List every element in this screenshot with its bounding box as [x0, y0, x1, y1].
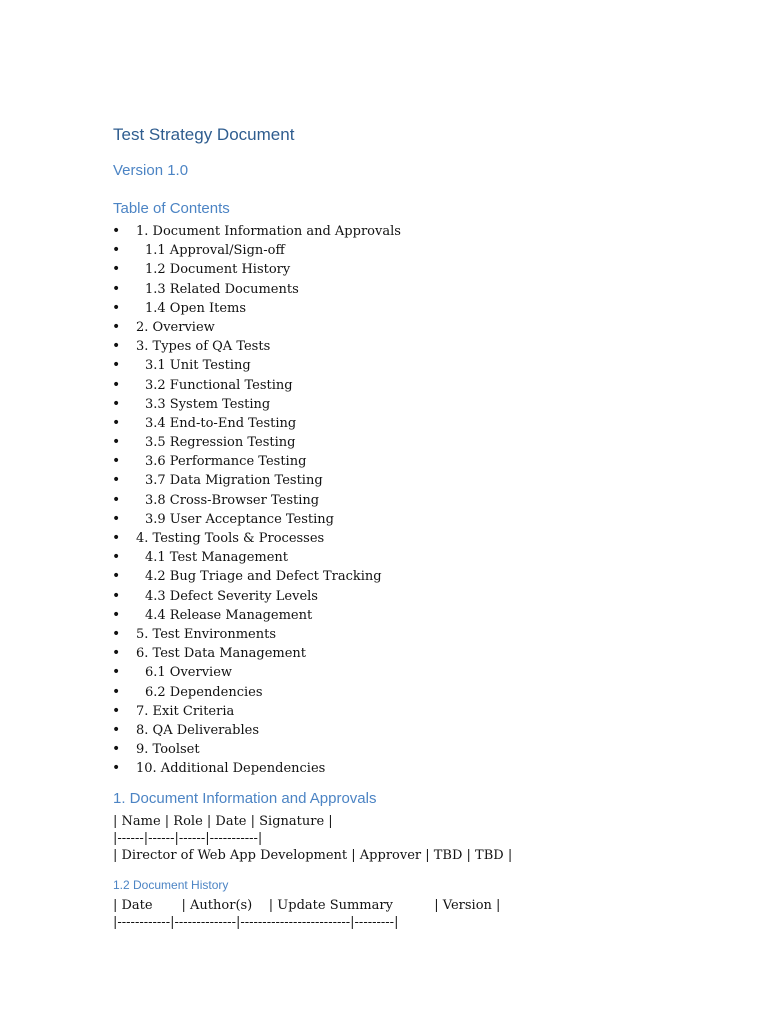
toc-item-label: 9. Toolset: [136, 742, 200, 758]
toc-item[interactable]: [112, 663, 712, 682]
bullet-icon: •: [112, 223, 121, 239]
toc-item-label: 1.3 Related Documents: [145, 281, 299, 297]
toc-item-label: 6.1 Overview: [145, 665, 233, 681]
bullet-icon: •: [112, 587, 121, 604]
toc-item-label: 3.8 Cross-Browser Testing: [145, 492, 320, 508]
toc-item-label: 1.1 Approval/Sign-off: [145, 243, 285, 259]
history-table-separator: |------------|--------------|-------------------------|---------|: [113, 915, 399, 930]
toc-item[interactable]: [112, 280, 712, 299]
toc-item-label: 3.9 User Acceptance Testing: [145, 511, 334, 527]
toc-item[interactable]: [112, 683, 712, 702]
toc-item-label: 4.3 Defect Severity Levels: [145, 588, 318, 604]
toc-item-label: 10. Additional Dependencies: [136, 761, 326, 777]
bullet-icon: •: [112, 625, 121, 642]
toc-item[interactable]: [112, 414, 712, 433]
bullet-icon: •: [112, 453, 121, 470]
approvals-table-separator: |------|------|------|-----------|: [113, 831, 263, 846]
toc-item[interactable]: [112, 606, 712, 625]
toc-item-label: 4.4 Release Management: [145, 607, 313, 623]
toc-item[interactable]: [112, 337, 712, 356]
toc-item[interactable]: [112, 625, 712, 644]
bullet-icon: •: [112, 318, 121, 335]
bullet-icon: •: [112, 261, 121, 278]
toc-item[interactable]: [112, 260, 712, 279]
toc-item-label: 3.5 Regression Testing: [145, 435, 296, 451]
bullet-icon: •: [112, 357, 121, 374]
toc-item-label: 5. Test Environments: [136, 626, 276, 642]
toc-item[interactable]: [112, 299, 712, 318]
document-title: Test Strategy Document: [113, 125, 295, 144]
toc-item[interactable]: [112, 587, 712, 606]
approvals-table-header: | Name | Role | Date | Signature |: [113, 814, 333, 829]
toc-item-label: 3.6 Performance Testing: [145, 454, 307, 470]
bullet-icon: •: [112, 721, 121, 738]
toc-item-label: 7. Exit Criteria: [136, 703, 235, 719]
toc-item-label: 6.2 Dependencies: [145, 684, 263, 700]
bullet-icon: •: [112, 568, 121, 585]
toc-item-label: 3.2 Functional Testing: [145, 377, 293, 393]
toc-item-label: 6. Test Data Management: [136, 646, 307, 662]
toc-item-label: 3.3 System Testing: [145, 396, 271, 412]
toc-item[interactable]: [112, 376, 712, 395]
bullet-icon: •: [112, 741, 121, 758]
history-table-header: | Date | Author(s) | Update Summary | Version |: [113, 898, 501, 913]
bullet-icon: •: [112, 491, 121, 508]
toc-item[interactable]: [112, 241, 712, 260]
bullet-icon: •: [112, 299, 121, 316]
bullet-icon: •: [112, 664, 121, 681]
toc-heading: Table of Contents: [113, 200, 230, 217]
bullet-icon: •: [112, 606, 121, 623]
toc-item[interactable]: [112, 567, 712, 586]
bullet-icon: •: [112, 472, 121, 489]
bullet-icon: •: [112, 702, 121, 719]
toc-item-label: 2. Overview: [136, 319, 215, 335]
bullet-icon: •: [112, 280, 121, 297]
toc-item-label: 3.7 Data Migration Testing: [145, 473, 323, 489]
toc-item[interactable]: [112, 491, 712, 510]
toc-item[interactable]: [112, 471, 712, 490]
toc-item[interactable]: [112, 222, 712, 241]
bullet-icon: •: [112, 549, 121, 566]
table-of-contents: [112, 222, 712, 778]
bullet-icon: •: [112, 510, 121, 527]
bullet-icon: •: [112, 242, 121, 259]
bullet-icon: •: [112, 645, 121, 662]
toc-item[interactable]: [112, 433, 712, 452]
bullet-icon: •: [112, 414, 121, 431]
bullet-icon: •: [112, 376, 121, 393]
toc-item[interactable]: [112, 510, 712, 529]
toc-item-label: 3.1 Unit Testing: [145, 358, 251, 374]
toc-item-label: 4.2 Bug Triage and Defect Tracking: [145, 569, 382, 585]
bullet-icon: •: [112, 683, 121, 700]
toc-item[interactable]: [112, 452, 712, 471]
toc-item[interactable]: [112, 759, 712, 778]
toc-item[interactable]: [112, 318, 712, 337]
bullet-icon: •: [112, 338, 121, 355]
toc-item-label: 3.4 End-to-End Testing: [145, 415, 297, 431]
toc-item[interactable]: [112, 395, 712, 414]
toc-item[interactable]: [112, 356, 712, 375]
toc-item[interactable]: [112, 548, 712, 567]
toc-item-label: 4. Testing Tools & Processes: [136, 531, 325, 546]
bullet-icon: •: [112, 530, 121, 546]
toc-item-label: 1.2 Document History: [145, 262, 291, 278]
toc-item-label: 1. Document Information and Approvals: [136, 224, 401, 239]
bullet-icon: •: [112, 434, 121, 451]
toc-item[interactable]: [112, 721, 712, 740]
toc-item-label: 4.1 Test Management: [145, 550, 289, 566]
section-heading-document-information: 1. Document Information and Approvals: [113, 790, 377, 807]
approvals-table-row: | Director of Web App Development | Approver | TBD | TBD |: [113, 848, 513, 863]
toc-item-label: 1.4 Open Items: [145, 300, 247, 316]
toc-item[interactable]: [112, 529, 712, 548]
toc-item[interactable]: [112, 644, 712, 663]
document-version: Version 1.0: [113, 162, 189, 179]
subsection-heading-document-history: 1.2 Document History: [113, 878, 229, 892]
toc-item-label: 8. QA Deliverables: [136, 722, 259, 738]
bullet-icon: •: [112, 760, 121, 777]
toc-item[interactable]: [112, 740, 712, 759]
toc-item-label: 3. Types of QA Tests: [136, 339, 271, 355]
bullet-icon: •: [112, 395, 121, 412]
toc-item[interactable]: [112, 702, 712, 721]
